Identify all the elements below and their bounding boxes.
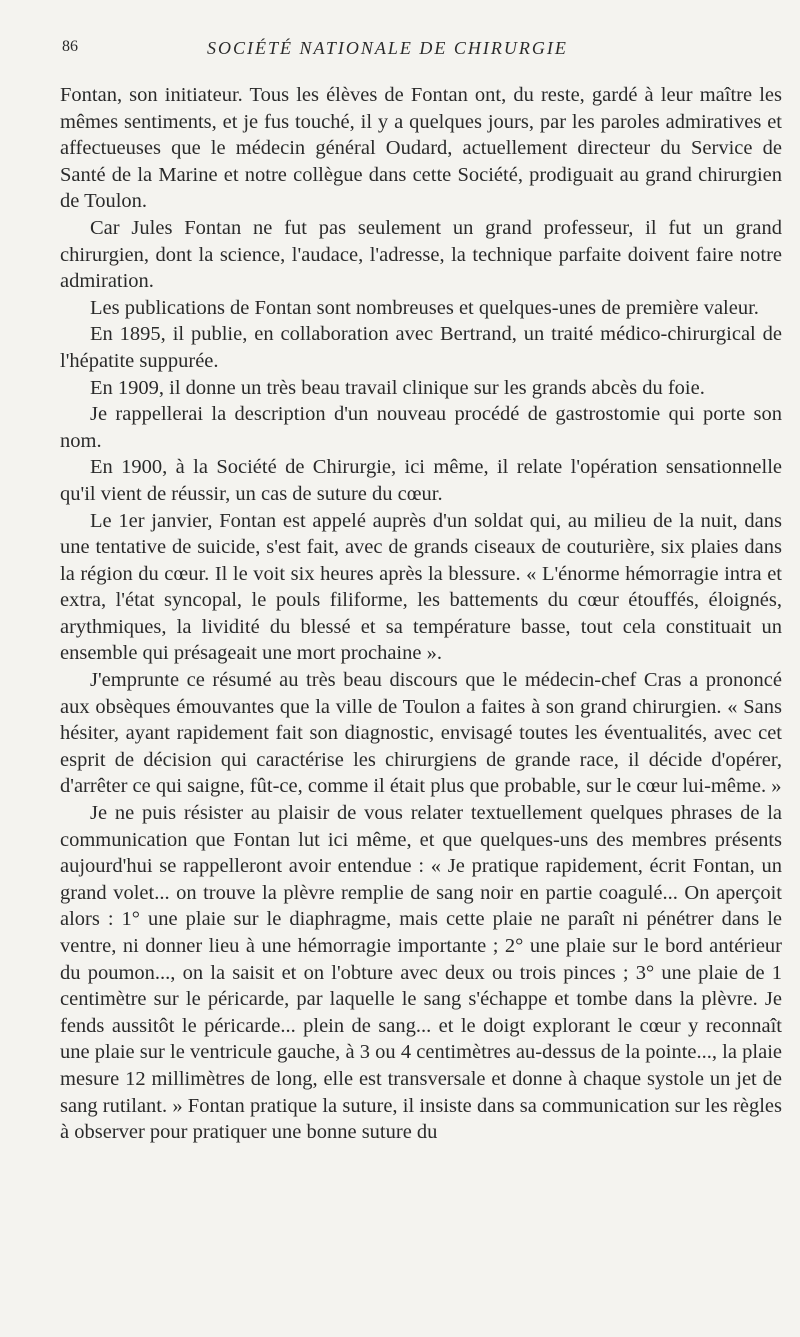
paragraph: Je rappellerai la description d'un nouveau procédé de gastrostomie qui porte son nom.	[60, 403, 782, 452]
body-text	[60, 82, 782, 1146]
running-head: SOCIÉTÉ NATIONALE DE CHIRURGIE	[207, 38, 568, 58]
paragraph: Le 1er janvier, Fontan est appelé auprès d'un soldat qui, au milieu de la nuit, dans une tentative de suicide, s'est fait, avec de grands ciseaux de couturière, six plaies dans la région du cœur. Il le voit six heures après la blessure. « L'énorme hémorragie intra et extra, l'état syncopal, le pouls filiforme, les battements du cœur étouffés, éloignés, arythmiques, la lividité du blessé et sa température basse, tout cela constituait un ensemble qui présageait une mort prochaine ».	[60, 509, 782, 665]
paragraph: Les publications de Fontan sont nombreuses et quelques-unes de première valeur.	[90, 296, 759, 319]
paragraph: Fontan, son initiateur. Tous les élèves de Fontan ont, du reste, gardé à leur maître les mêmes sentiments, et je fus touché, il y a quelques jours, par les paroles admiratives et affectueuses que le médecin général Oudard, actuellement directeur du Service de Santé de la Marine et notre collègue dans cette Société, prodiguait au grand chirurgien de Toulon.	[60, 84, 782, 213]
page-header	[62, 38, 760, 64]
page-number: 86	[62, 38, 78, 55]
paragraph: J'emprunte ce résumé au très beau discours que le médecin-chef Cras a prononcé aux obsèques émouvantes que la ville de Toulon a faites à son grand chirurgien. « Sans hésiter, ayant rapidement fait son diagnostic, envisagé toutes les éventualités, avec cet esprit de décision qui caractérise les chirurgiens de grande race, il décide d'opérer, d'arrêter ce qui saigne, fût-ce, comme il était plus que probable, sur le cœur lui-même. »	[60, 669, 782, 798]
paragraph: Car Jules Fontan ne fut pas seulement un grand professeur, il fut un grand chirurgien, dont la science, l'audace, l'adresse, la technique parfaite doivent faire notre admiration.	[60, 216, 782, 293]
paragraph: Je ne puis résister au plaisir de vous relater textuellement quelques phrases de la communication que Fontan lut ici même, et que quelques-uns des membres présents aujourd'hui se rappelleront avoir entendue : « Je pratique rapidement, écrit Fontan, un grand volet... on trouve la plèvre remplie de sang noir en partie coagulé... On aperçoit alors : 1° une plaie sur le diaphragme, mais cette plaie ne paraît ni pénétrer dans le ventre, ni donner lieu à une hémorragie importante ; 2° une plaie sur le bord antérieur du poumon..., on la saisit et on l'obture avec deux ou trois pinces ; 3° une plaie de 1 centimètre sur le péricarde, par laquelle le sang s'échappe et tombe dans la plèvre. Je fends aussitôt le péricarde... plein de sang... et le doigt explorant le cœur y reconnaît une plaie sur le ventricule gauche, à 3 ou 4 centimètres au-dessus de la pointe..., la plaie mesure 12 millimètres de long, elle est transversale et donne à chaque systole un jet de sang rutilant. » Fontan pratique la suture, il insiste dans sa communication sur les règles à observer pour pratiquer une bonne suture du	[60, 802, 782, 1144]
paragraph: En 1900, à la Société de Chirurgie, ici même, il relate l'opération sensationnelle qu'il vient de réussir, un cas de suture du cœur.	[60, 456, 782, 505]
paragraph: En 1895, il publie, en collaboration avec Bertrand, un traité médico-chirurgical de l'hépatite suppurée.	[60, 323, 782, 372]
paragraph: En 1909, il donne un très beau travail clinique sur les grands abcès du foie.	[90, 376, 705, 399]
